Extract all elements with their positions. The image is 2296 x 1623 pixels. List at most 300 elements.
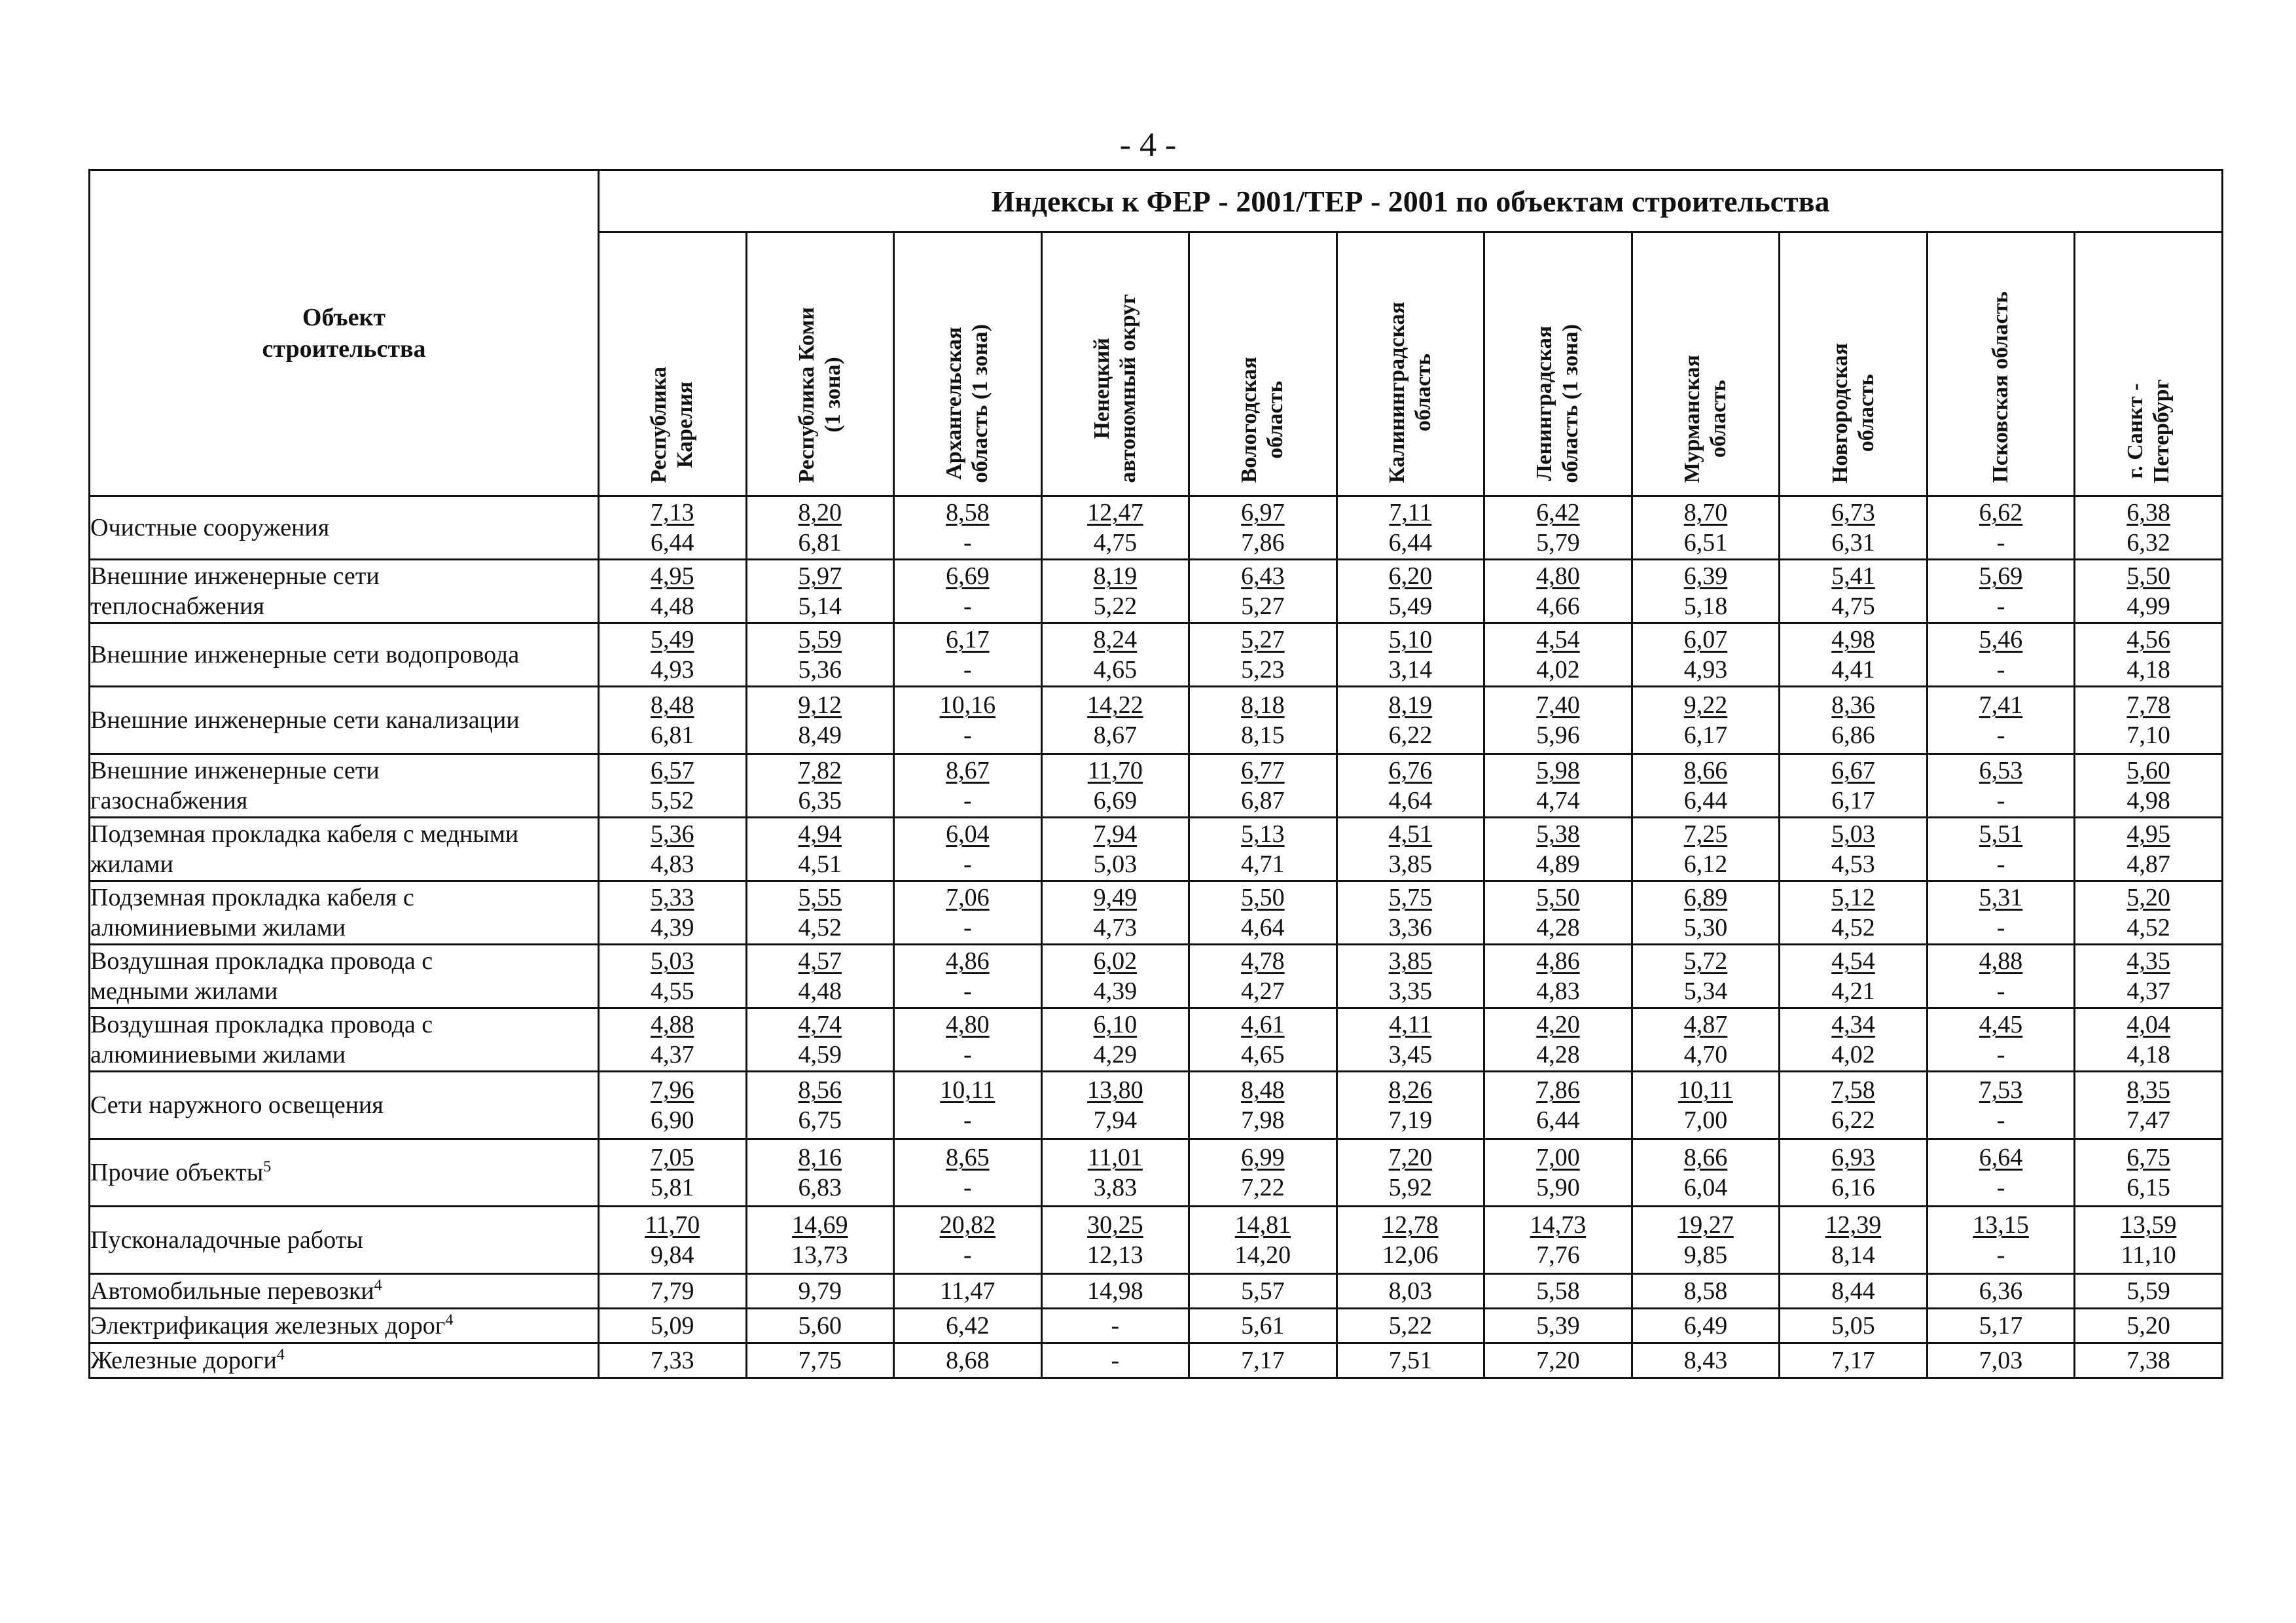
index-value-cell	[1189, 1072, 1337, 1139]
footnote-marker: 4	[445, 1311, 454, 1329]
index-value-top: 6,10	[1093, 1011, 1138, 1038]
index-value-cell	[1189, 945, 1337, 1008]
index-value-bottom: 4,70	[1683, 1041, 1728, 1068]
index-value-top: 8,67	[946, 757, 990, 784]
region-column-header	[1189, 232, 1337, 496]
index-value-cell	[1041, 1139, 1189, 1207]
index-value-cell	[1780, 881, 1928, 945]
index-value-bottom: 4,71	[1241, 850, 1285, 878]
index-value-bottom: 4,55	[651, 977, 694, 1005]
index-value-top: 5,41	[1831, 562, 1875, 590]
index-value-bottom: -	[963, 1174, 972, 1201]
index-value-top: 5,72	[1683, 947, 1728, 975]
index-value-top: 5,13	[1241, 820, 1285, 848]
index-value-top: 14,73	[1530, 1211, 1587, 1239]
index-value-cell	[1927, 1072, 2075, 1139]
index-value-bottom: 7,22	[1241, 1174, 1285, 1201]
index-value-top: 6,17	[946, 626, 990, 653]
object-name-cell	[90, 1274, 599, 1309]
index-value-top: 4,54	[1831, 947, 1875, 975]
index-value-bottom: 5,81	[651, 1174, 694, 1201]
index-value-bottom: 6,44	[651, 529, 694, 556]
region-column-header	[1484, 232, 1632, 496]
index-value-bottom: 4,02	[1831, 1041, 1875, 1068]
index-value-bottom: -	[1996, 721, 2005, 749]
index-value-cell	[1632, 560, 1780, 623]
index-value-cell	[746, 945, 894, 1008]
index-value-cell	[746, 1008, 894, 1072]
index-value-cell	[1484, 1008, 1632, 1072]
index-value-bottom: -	[963, 1041, 972, 1068]
index-value-top: 4,94	[798, 820, 842, 848]
index-value-bottom: 6,69	[1093, 787, 1138, 814]
index-value-bottom: 4,52	[2126, 914, 2170, 941]
region-column-header	[599, 232, 747, 496]
index-value-top: 8,16	[798, 1144, 842, 1171]
index-value-bottom: 4,39	[651, 914, 694, 941]
index-value-cell: 5,58	[1484, 1274, 1632, 1309]
index-value-top: 8,24	[1093, 626, 1138, 653]
index-value-cell	[1780, 560, 1928, 623]
index-value-bottom: 11,10	[2121, 1241, 2176, 1269]
index-value-cell	[746, 560, 894, 623]
index-value-bottom: 7,00	[1683, 1106, 1728, 1134]
index-value-top: 5,51	[1979, 820, 2023, 848]
index-value-top: 7,11	[1389, 499, 1432, 526]
index-value-bottom: 6,44	[1388, 529, 1433, 556]
index-value-bottom: 5,36	[798, 656, 842, 684]
region-header-label: Ненецкий автономный округ	[1089, 294, 1140, 483]
index-value-cell	[1632, 1072, 1780, 1139]
index-value-bottom: 6,81	[798, 529, 842, 556]
index-value-bottom: 9,84	[651, 1241, 694, 1269]
index-value-bottom: 5,22	[1093, 593, 1138, 620]
index-value-top: 5,50	[1241, 884, 1285, 911]
index-value-top: 4,54	[1536, 626, 1580, 653]
index-value-top: 8,36	[1831, 691, 1875, 719]
index-value-top: 4,88	[1979, 947, 2023, 975]
index-value-bottom: 4,87	[2126, 850, 2170, 878]
index-value-bottom: -	[963, 529, 972, 556]
index-value-cell	[894, 754, 1042, 818]
index-value-top: 4,98	[1831, 626, 1875, 653]
index-value-cell: 7,51	[1336, 1343, 1484, 1378]
index-value-cell	[1484, 560, 1632, 623]
index-value-cell	[1484, 1207, 1632, 1274]
region-header-label: Республика Коми (1 зона)	[794, 307, 845, 483]
index-value-top: 20,82	[939, 1211, 996, 1239]
index-value-bottom: 4,48	[798, 977, 842, 1005]
index-value-top: 10,16	[939, 691, 996, 719]
index-value-bottom: -	[1996, 850, 2005, 878]
index-value-top: 11,01	[1087, 1144, 1143, 1171]
index-value-cell	[1484, 1072, 1632, 1139]
index-value-cell: 5,09	[599, 1309, 747, 1343]
index-value-cell: 5,39	[1484, 1309, 1632, 1343]
index-value-cell	[1336, 881, 1484, 945]
index-value-top: 7,96	[651, 1076, 694, 1104]
index-value-bottom: 8,49	[798, 721, 842, 749]
index-value-cell	[1484, 687, 1632, 754]
table-row	[90, 687, 2223, 754]
index-value-cell	[894, 1008, 1042, 1072]
index-value-bottom: 4,27	[1241, 977, 1285, 1005]
index-value-top: 5,38	[1536, 820, 1580, 848]
index-value-top: 5,12	[1831, 884, 1875, 911]
index-value-bottom: 8,67	[1093, 721, 1138, 749]
index-value-bottom: 6,16	[1831, 1174, 1875, 1201]
index-value-cell	[1336, 754, 1484, 818]
object-name: Прочие объекты	[90, 1159, 264, 1186]
index-value-bottom: 6,12	[1683, 850, 1728, 878]
index-value-top: 6,43	[1241, 562, 1285, 590]
region-column-header	[1336, 232, 1484, 496]
index-value-bottom: 3,85	[1388, 850, 1433, 878]
index-value-bottom: 4,28	[1536, 914, 1580, 941]
index-value-top: 10,11	[940, 1076, 996, 1104]
index-value-cell	[746, 754, 894, 818]
index-value-cell	[1336, 1072, 1484, 1139]
index-value-top: 5,20	[2126, 884, 2170, 911]
index-value-cell	[1336, 560, 1484, 623]
index-value-top: 9,49	[1093, 884, 1138, 911]
index-value-top: 4,95	[651, 562, 694, 590]
index-value-cell	[1484, 754, 1632, 818]
region-header-label: Мурманская область	[1679, 354, 1731, 483]
index-value-top: 4,34	[1831, 1011, 1875, 1038]
object-name-cell	[90, 881, 599, 945]
index-value-top: 5,33	[651, 884, 694, 911]
index-value-bottom: 6,31	[1831, 529, 1875, 556]
index-value-bottom: 7,76	[1536, 1241, 1580, 1269]
index-value-cell	[1927, 687, 2075, 754]
index-value-cell	[894, 1207, 1042, 1274]
index-value-cell: 6,36	[1927, 1274, 2075, 1309]
index-value-bottom: 6,17	[1683, 721, 1728, 749]
index-value-top: 8,66	[1683, 757, 1728, 784]
index-value-bottom: 14,20	[1234, 1241, 1291, 1269]
index-value-cell	[1484, 945, 1632, 1008]
index-value-cell	[2075, 687, 2223, 754]
index-value-bottom: 4,64	[1388, 787, 1433, 814]
index-value-bottom: 4,89	[1536, 850, 1580, 878]
table-row	[90, 1309, 2223, 1343]
object-name-cell	[90, 687, 599, 754]
index-value-bottom: 5,49	[1388, 593, 1433, 620]
index-value-cell	[894, 560, 1042, 623]
index-value-bottom: 5,30	[1683, 914, 1728, 941]
index-value-top: 8,26	[1388, 1076, 1433, 1104]
index-value-cell	[1927, 1008, 2075, 1072]
index-value-top: 13,15	[1973, 1211, 2029, 1239]
region-column-header	[746, 232, 894, 496]
index-value-top: 6,75	[2126, 1144, 2170, 1171]
index-value-cell	[2075, 881, 2223, 945]
index-value-cell	[1780, 945, 1928, 1008]
index-value-cell	[1041, 560, 1189, 623]
index-value-top: 6,93	[1831, 1144, 1875, 1171]
object-name-cell	[90, 1309, 599, 1343]
region-column-header	[1927, 232, 2075, 496]
index-value-top: 5,75	[1388, 884, 1433, 911]
table-body	[90, 496, 2223, 1378]
index-value-top: 13,59	[2120, 1211, 2177, 1239]
region-header-label: г. Санкт - Петербург	[2123, 378, 2174, 483]
index-value-cell: 7,33	[599, 1343, 747, 1378]
index-value-bottom: -	[1996, 787, 2005, 814]
index-value-top: 5,10	[1388, 626, 1433, 653]
index-value-top: 4,20	[1536, 1011, 1580, 1038]
index-value-cell	[599, 818, 747, 881]
index-value-bottom: 6,87	[1241, 787, 1285, 814]
index-value-cell	[1632, 818, 1780, 881]
index-value-cell	[599, 881, 747, 945]
index-value-top: 6,67	[1831, 757, 1875, 784]
index-value-bottom: 4,74	[1536, 787, 1580, 814]
index-value-cell	[2075, 1207, 2223, 1274]
region-header-label: Республика Карелия	[647, 367, 698, 483]
index-value-bottom: 4,52	[1831, 914, 1875, 941]
index-value-cell	[1484, 1139, 1632, 1207]
index-value-bottom: 4,37	[651, 1041, 694, 1068]
index-value-cell: 5,17	[1927, 1309, 2075, 1343]
index-value-bottom: 8,15	[1241, 721, 1285, 749]
index-value-top: 4,45	[1979, 1011, 2023, 1038]
index-value-cell	[1189, 754, 1337, 818]
index-value-cell	[1041, 1072, 1189, 1139]
index-value-top: 6,39	[1683, 562, 1728, 590]
index-value-top: 14,69	[792, 1211, 848, 1239]
index-value-top: 6,04	[946, 820, 990, 848]
index-value-cell	[1927, 945, 2075, 1008]
index-value-cell	[894, 818, 1042, 881]
index-value-bottom: 7,47	[2126, 1106, 2170, 1134]
index-value-cell	[1632, 1139, 1780, 1207]
index-value-bottom: -	[1996, 656, 2005, 684]
index-value-cell	[746, 881, 894, 945]
index-value-cell	[746, 1139, 894, 1207]
index-value-top: 8,56	[798, 1076, 842, 1104]
index-value-bottom: 5,14	[798, 593, 842, 620]
index-value-cell	[599, 687, 747, 754]
object-name-cell	[90, 1139, 599, 1207]
index-value-bottom: 5,27	[1241, 593, 1285, 620]
index-value-bottom: 5,23	[1241, 656, 1285, 684]
index-value-bottom: 6,51	[1683, 529, 1728, 556]
index-value-top: 8,18	[1241, 691, 1285, 719]
index-value-bottom: 6,22	[1388, 721, 1433, 749]
index-value-cell	[1041, 623, 1189, 687]
index-value-top: 5,27	[1241, 626, 1285, 653]
index-value-bottom: 5,34	[1683, 977, 1728, 1005]
index-value-bottom: 4,28	[1536, 1041, 1580, 1068]
index-value-cell	[1484, 881, 1632, 945]
index-value-bottom: -	[963, 656, 972, 684]
index-value-top: 8,58	[946, 499, 990, 526]
index-value-top: 4,35	[2126, 947, 2170, 975]
index-value-top: 4,86	[1536, 947, 1580, 975]
index-value-bottom: -	[1996, 593, 2005, 620]
index-value-cell	[1041, 881, 1189, 945]
index-value-top: 6,97	[1241, 499, 1285, 526]
index-value-top: 4,56	[2126, 626, 2170, 653]
index-value-bottom: 4,41	[1831, 656, 1875, 684]
index-value-top: 4,51	[1388, 820, 1433, 848]
object-name-cell	[90, 1072, 599, 1139]
index-value-cell: 5,05	[1780, 1309, 1928, 1343]
index-value-top: 12,39	[1825, 1211, 1882, 1239]
index-value-cell	[1189, 818, 1337, 881]
index-value-cell	[1336, 818, 1484, 881]
index-value-cell	[1632, 1207, 1780, 1274]
footnote-marker: 4	[374, 1277, 382, 1294]
index-value-bottom: -	[1996, 1174, 2005, 1201]
region-header-label: Новгородская область	[1827, 342, 1878, 483]
index-value-top: 30,25	[1087, 1211, 1143, 1239]
index-value-cell	[1780, 754, 1928, 818]
index-value-bottom: 7,98	[1241, 1106, 1285, 1134]
index-value-cell	[599, 560, 747, 623]
object-name: Подземная прокладка кабеля с медными жилами	[90, 820, 519, 878]
index-value-bottom: 9,85	[1683, 1241, 1728, 1269]
index-value-top: 7,40	[1536, 691, 1580, 719]
index-value-cell	[894, 1072, 1042, 1139]
index-value-bottom: 6,44	[1536, 1106, 1580, 1134]
index-value-cell	[1780, 1072, 1928, 1139]
index-value-bottom: 4,98	[2126, 787, 2170, 814]
index-value-cell	[1336, 496, 1484, 560]
index-value-cell	[1780, 496, 1928, 560]
index-value-top: 6,64	[1979, 1144, 2023, 1171]
index-value-cell	[746, 687, 894, 754]
index-value-cell	[746, 1072, 894, 1139]
index-value-top: 8,65	[946, 1144, 990, 1171]
object-name: Внешние инженерные сети водопровода	[90, 641, 520, 668]
index-value-cell	[599, 1008, 747, 1072]
index-value-top: 7,05	[651, 1144, 694, 1171]
index-value-top: 3,85	[1388, 947, 1433, 975]
index-value-cell: 7,03	[1927, 1343, 2075, 1378]
index-value-top: 8,19	[1093, 562, 1138, 590]
index-value-cell	[746, 1207, 894, 1274]
index-value-top: 5,97	[798, 562, 842, 590]
index-value-cell	[1336, 1207, 1484, 1274]
index-value-top: 7,06	[946, 884, 990, 911]
index-value-bottom: -	[1996, 914, 2005, 941]
index-value-cell: -	[1041, 1343, 1189, 1378]
region-header-label: Вологодская область	[1237, 357, 1288, 483]
region-header-label: Архангельская область (1 зона)	[942, 324, 993, 483]
table-row	[90, 818, 2223, 881]
index-value-cell	[1041, 687, 1189, 754]
index-value-cell	[1927, 1207, 2075, 1274]
index-value-bottom: 13,73	[792, 1241, 848, 1269]
index-value-bottom: -	[1996, 1041, 2005, 1068]
object-name-cell	[90, 623, 599, 687]
index-value-top: 4,04	[2126, 1011, 2170, 1038]
index-value-top: 7,58	[1831, 1076, 1875, 1104]
index-value-cell	[1927, 496, 2075, 560]
index-value-bottom: -	[1996, 1106, 2005, 1134]
index-value-top: 7,86	[1536, 1076, 1580, 1104]
index-value-bottom: 6,15	[2126, 1174, 2170, 1201]
index-value-cell: 7,17	[1780, 1343, 1928, 1378]
object-name-cell	[90, 754, 599, 818]
index-value-cell	[1189, 1008, 1337, 1072]
object-column-header	[90, 170, 599, 496]
index-value-bottom: 4,65	[1241, 1041, 1285, 1068]
index-value-cell	[1041, 1008, 1189, 1072]
index-value-cell	[1336, 687, 1484, 754]
index-value-bottom: 5,03	[1093, 850, 1138, 878]
index-value-cell	[1927, 1139, 2075, 1207]
index-value-cell	[2075, 1072, 2223, 1139]
index-value-cell	[1484, 818, 1632, 881]
index-value-cell	[2075, 945, 2223, 1008]
index-value-top: 4,80	[1536, 562, 1580, 590]
index-value-cell	[1927, 754, 2075, 818]
region-header-label: Ленинградская область (1 зона)	[1532, 324, 1583, 483]
index-value-cell: 9,79	[746, 1274, 894, 1309]
index-value-cell: 8,58	[1632, 1274, 1780, 1309]
index-value-bottom: -	[1996, 1241, 2005, 1269]
index-value-cell	[1780, 623, 1928, 687]
index-value-bottom: 4,53	[1831, 850, 1875, 878]
index-value-bottom: 6,75	[798, 1106, 842, 1134]
index-value-top: 4,86	[946, 947, 990, 975]
region-column-header	[2075, 232, 2223, 496]
index-value-cell	[1780, 818, 1928, 881]
index-value-bottom: 4,21	[1831, 977, 1875, 1005]
header-row-group	[90, 170, 2223, 232]
region-column-header	[1632, 232, 1780, 496]
index-value-cell	[1189, 1139, 1337, 1207]
index-value-cell	[1484, 496, 1632, 560]
table-row	[90, 496, 2223, 560]
index-value-top: 11,70	[1087, 757, 1143, 784]
table-row	[90, 1072, 2223, 1139]
index-value-bottom: 4,59	[798, 1041, 842, 1068]
index-value-top: 9,22	[1683, 691, 1728, 719]
index-value-bottom: 4,18	[2126, 656, 2170, 684]
index-value-cell: 7,38	[2075, 1343, 2223, 1378]
index-value-top: 6,69	[946, 562, 990, 590]
index-value-top: 7,00	[1536, 1144, 1580, 1171]
index-value-cell: -	[1041, 1309, 1189, 1343]
index-value-bottom: 12,06	[1382, 1241, 1439, 1269]
index-value-cell	[894, 623, 1042, 687]
object-name: Воздушная прокладка провода с медными жилами	[90, 947, 433, 1005]
footnote-marker: 4	[276, 1346, 285, 1364]
index-value-bottom: 4,73	[1093, 914, 1138, 941]
page-number: - 4 -	[1119, 126, 1177, 164]
object-name-cell	[90, 496, 599, 560]
index-value-cell: 5,60	[746, 1309, 894, 1343]
index-value-cell	[1189, 1207, 1337, 1274]
table-row	[90, 1343, 2223, 1378]
index-value-bottom: 6,04	[1683, 1174, 1728, 1201]
index-value-bottom: 4,51	[798, 850, 842, 878]
index-value-top: 7,20	[1388, 1144, 1433, 1171]
table-row	[90, 881, 2223, 945]
table-row	[90, 945, 2223, 1008]
index-value-bottom: -	[963, 914, 972, 941]
object-name: Пусконаладочные работы	[90, 1226, 363, 1254]
index-value-cell	[599, 623, 747, 687]
index-value-cell	[599, 1072, 747, 1139]
index-value-top: 6,73	[1831, 499, 1875, 526]
index-value-bottom: 5,96	[1536, 721, 1580, 749]
